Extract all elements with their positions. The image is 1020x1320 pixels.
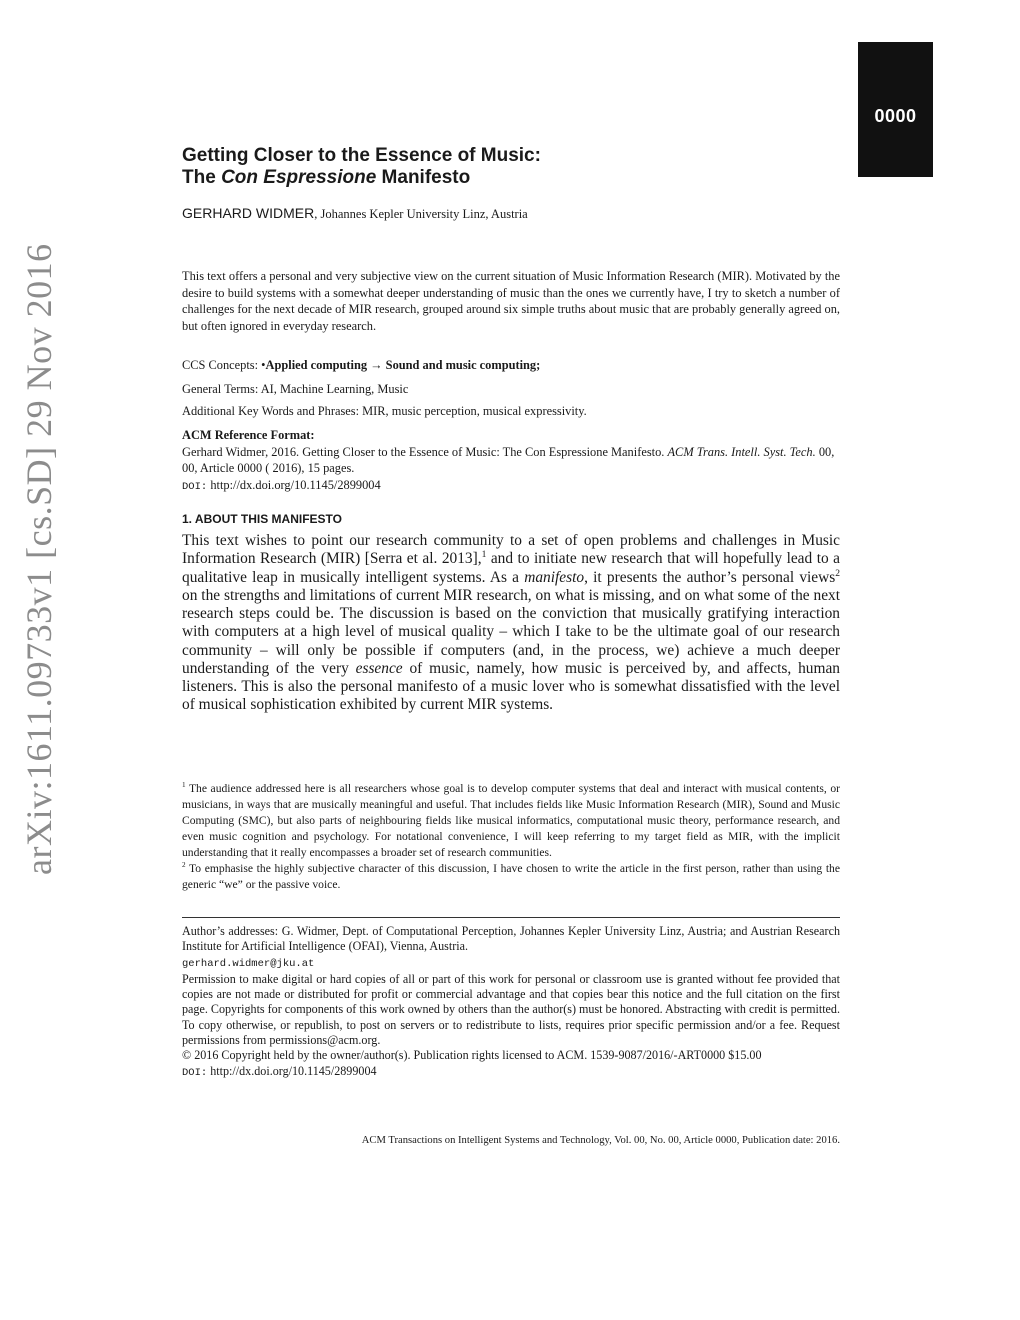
running-footer: ACM Transactions on Intelligent Systems and Technology, Vol. 00, No. 00, Article 0000, Publication date: 2016. xyxy=(361,1135,840,1146)
footnotes xyxy=(182,781,840,893)
divider xyxy=(182,917,840,918)
author-email[interactable]: gerhard.widmer@jku.at xyxy=(182,957,315,970)
keywords xyxy=(182,403,840,420)
bullet-icon: • xyxy=(261,358,266,372)
arxiv-identifier-stamp[interactable]: arXiv:1611.09733v1 [cs.SD] 29 Nov 2016 xyxy=(19,243,59,875)
reference-format-label-text: ACM Reference Format: xyxy=(182,428,315,442)
ccs-concepts xyxy=(182,357,840,374)
ccs-label: CCS Concepts: xyxy=(182,358,262,372)
arrow-icon: → xyxy=(367,358,386,372)
article-number-badge xyxy=(858,42,933,177)
doi-label: DOI: xyxy=(182,480,208,493)
general-terms-text: General Terms: AI, Machine Learning, Music xyxy=(182,382,409,396)
reference-doi xyxy=(182,477,840,496)
body-paragraph xyxy=(182,532,840,715)
title-line-2-prefix: The xyxy=(182,167,222,188)
footnote-1-text: The audience addressed here is all researchers whose goal is to develop computer systems that deal and interact with musical contents, or musicians, in ways that are musically meaningful and useful. That includes fields like Music Information Research (MIR), Sound and Music Computing (SMC), but also parts of neighbouring fields like musical informatics, computational music theory, performance research, and even music cognition and psychology. For notational convenience, I will keep referring to my target field as MIR, with the implicit understanding that it really encompasses a broader set of research communities. xyxy=(182,782,840,859)
email-line xyxy=(182,955,840,972)
title-line-1: Getting Closer to the Essence of Music: xyxy=(182,145,541,166)
body-text-4: on the strengths and limitations of current MIR research, on what is missing, and on what some of the next research steps could be. The discussion is based on the conviction that musically gratifying interaction with computers at a high level of musical quality – which I take to be the ultimate goal of our research community – will only be possible if computers (and, in the process, we) achieve a much deeper understanding of the very xyxy=(182,586,840,677)
body-text-3: , it presents the author’s personal views xyxy=(584,568,836,586)
abstract-text: This text offers a personal and very subjective view on the current situation of Music Information Research (MIR). Motivated by the desire to build systems with a somewhat deeper understanding of music than the ones we currently have, I try to sketch a number of challenges for the next decade of MIR research, grouped around six simple truths about music that are probably generally agreed on, but often ignored in everyday research. xyxy=(182,269,840,333)
footnote-ref-2[interactable]: 2 xyxy=(835,567,840,579)
article-number: 0000 xyxy=(874,106,917,126)
addresses-doi-label: DOI: xyxy=(182,1066,208,1079)
general-terms xyxy=(182,381,840,398)
author-name: GERHARD WIDMER xyxy=(182,205,315,221)
addresses-text: Author’s addresses: G. Widmer, Dept. of Computational Perception, Johannes Kepler University Linz, Austria; and Austrian Research Institute for Artificial Intelligence (OFAI), Vienna, Austria. xyxy=(182,924,840,954)
paper-title xyxy=(182,145,541,189)
title-line-2-suffix: Manifesto xyxy=(376,167,471,188)
reference-journal: ACM Trans. Intell. Syst. Tech. xyxy=(667,444,816,459)
footnote-1 xyxy=(182,781,840,861)
copyright-line: © 2016 Copyright held by the owner/author(s). Publication rights licensed to ACM. 1539-9087/2016/-ART0000 $15.00 xyxy=(182,1048,762,1063)
author-affiliation: , Johannes Kepler University Linz, Austria xyxy=(314,207,528,221)
footnote-1-mark: 1 xyxy=(182,781,186,790)
footnote-2 xyxy=(182,861,840,893)
ccs-subconcept: Sound and music computing; xyxy=(385,358,541,372)
addresses-doi xyxy=(182,1064,840,1081)
body-text-5: of music, namely, how music is perceived by, and affects, human listeners. This is also the personal manifesto of a music lover who is somewhat dissatisfied with the level of musical sophistication exhibited by current MIR systems. xyxy=(182,659,840,714)
body-text-1: This text wishes to point our research community to a set of open problems and challenges in Music Information Research (MIR) [Serra et al. 2013], xyxy=(182,532,840,568)
reference-details: 00, 00, Article 0000 ( 2016), 15 pages. xyxy=(182,444,835,475)
footnote-ref-1[interactable]: 1 xyxy=(481,549,487,561)
reference-format-label xyxy=(182,427,840,444)
keywords-text: Additional Key Words and Phrases: MIR, music perception, musical expressivity. xyxy=(182,404,587,418)
body-text-2: and to initiate new research that will hopefully lead to a qualitative leap in musically intelligent systems. As a xyxy=(182,550,840,586)
ccs-concept: Applied computing xyxy=(265,358,368,372)
reference-citation-text: Gerhard Widmer, 2016. Getting Closer to the Essence of Music: The Con Espressione Manifesto. xyxy=(182,444,668,459)
doi-link[interactable]: http://dx.doi.org/10.1145/2899004 xyxy=(207,477,381,492)
author-addresses xyxy=(182,924,840,1081)
reference-citation xyxy=(182,444,840,477)
permission-notice: Permission to make digital or hard copies of all or part of this work for personal or classroom use is granted without fee provided that copies are not made or distributed for profit or commercial advantage and that copies bear this notice and the full citation on the first page. Copyrights for components of this work owned by others than the author(s) must be honored. Abstracting with credit is permitted. To copy otherwise, or republish, to post on servers or to redistribute to lists, requires prior specific permission and/or a fee. Request permissions from permissions@acm.org. xyxy=(182,971,840,1048)
addresses-doi-link[interactable]: http://dx.doi.org/10.1145/2899004 xyxy=(207,1063,377,1078)
reference-format xyxy=(182,427,840,495)
body-emphasis-essence: essence xyxy=(355,659,403,677)
author-line xyxy=(182,205,528,222)
footnote-2-text: To emphasise the highly subjective character of this discussion, I have chosen to write the article in the first person, rather than using the generic “we” or the passive voice. xyxy=(182,862,840,891)
title-italic-part: Con Espressione xyxy=(221,167,377,188)
body-emphasis-manifesto: manifesto xyxy=(524,568,585,586)
abstract xyxy=(182,268,840,334)
footnote-2-mark: 2 xyxy=(182,861,186,870)
section-heading: 1. ABOUT THIS MANIFESTO xyxy=(182,512,343,526)
